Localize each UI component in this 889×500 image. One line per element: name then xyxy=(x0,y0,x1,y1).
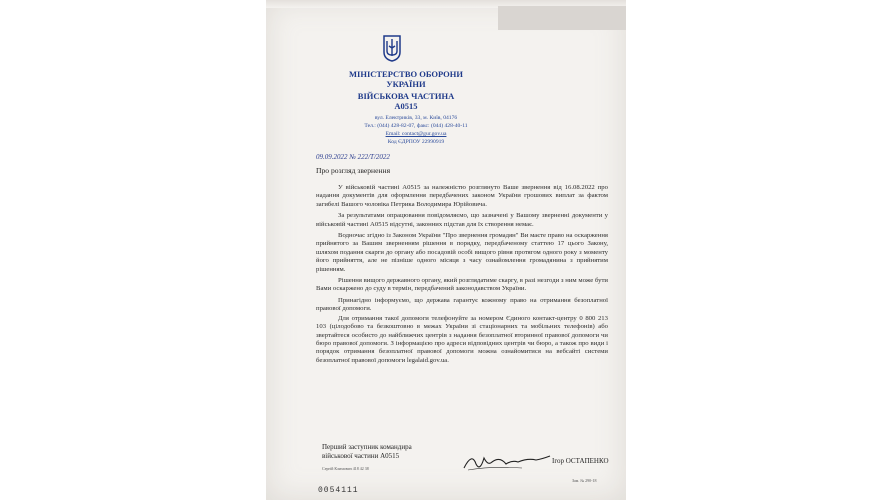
signatory-name: Ігор ОСТАПЕНКО xyxy=(552,457,609,465)
address: вул. Електриків, 33, м. Київ, 04176 xyxy=(374,115,458,121)
email: Email: contact@gur.gov.ua xyxy=(385,131,447,137)
paragraph: За результатами опрацювання повідомляємо, що зазначені у Вашому зверненні документи у військовій частині А0515 відсутні, законних підстав для їх створення немає. xyxy=(316,212,608,228)
ministry-line-1: МІНІСТЕРСТВО ОБОРОНИ xyxy=(349,69,463,79)
paragraph: Рішення вищого державного органу, який розглядатиме скаргу, в разі незгоди з ним може бути Вами оскаржено до суду в термін, передбачений законодавством України. xyxy=(316,277,608,293)
position-line-1: Перший заступник командира xyxy=(322,443,412,451)
paragraph: Водночас згідно із Законом України "Про звернення громадян" Ви маєте право на оскарження прийнятого за Вашим зверненням рішення в порядку, передбаченому статтею 17 цього Закону, шляхом подання скарги до органу або посадовій особі вищого рівня протягом одного року з моменту його прийняття, але не пізніше одного місяця з часу ознайомлення громадянина з прийнятим рішенням. xyxy=(316,232,608,273)
paragraph: Для отримання такої допомоги телефонуйте за номером Єдиного контакт-центру 0 800 213 103 (цілодобово та безкоштовно в межах України зі стаціонарних та мобільних телефонів) або звертайтеся особисто до найближчих центрів з надання безоплатної вторинної правової допомоги чи бюро правової допомоги. З інформацією про адреси відповідних центрів чи бюро, а також про види і порядок отримання безоплатної правової допомоги можна ознайомитися на вебсайті системи безоплатної правової допомоги legalaid.gov.ua. xyxy=(316,314,608,364)
ministry-line-2: УКРАЇНИ xyxy=(386,79,426,89)
unit-code: А0515 xyxy=(394,101,418,111)
letter-body xyxy=(316,184,608,365)
edrpou-code: Код ЄДРПОУ 22990919 xyxy=(387,139,445,145)
position-line-2: військової частини А0515 xyxy=(322,452,400,460)
trident-emblem-icon xyxy=(382,34,402,62)
paragraph: У військовій частині А0515 за належністю розглянуто Ваше звернення від 16.08.2022 про надання документів для оформлення передбачених законом України грошових виплат за фактом загибелі Вашого чоловіка Петрика Володимира Юрійовича. xyxy=(316,184,608,208)
unit-line: ВІЙСЬКОВА ЧАСТИНА xyxy=(357,91,455,101)
subject-line: Про розгляд звернення xyxy=(316,166,391,175)
signatory-position xyxy=(322,443,412,461)
letter-page xyxy=(266,0,626,500)
paragraph: Принагідно інформуємо, що держава гарантує кожному право на отримання безоплатної правової допомоги. xyxy=(316,296,608,313)
redacted-area xyxy=(498,6,626,30)
executor-note: Сергій Климович 418 42 38 xyxy=(322,466,369,471)
handwritten-signature xyxy=(462,450,552,474)
reference-number: Зам. № 290-18 xyxy=(572,478,597,483)
phones: Тел.: (044) 428-82-07, факс: (044) 428-40-11 xyxy=(364,123,468,129)
registration-number: 0054111 xyxy=(318,486,359,495)
date-and-number: 09.09.2022 № 222/Т/2022 xyxy=(316,153,390,161)
